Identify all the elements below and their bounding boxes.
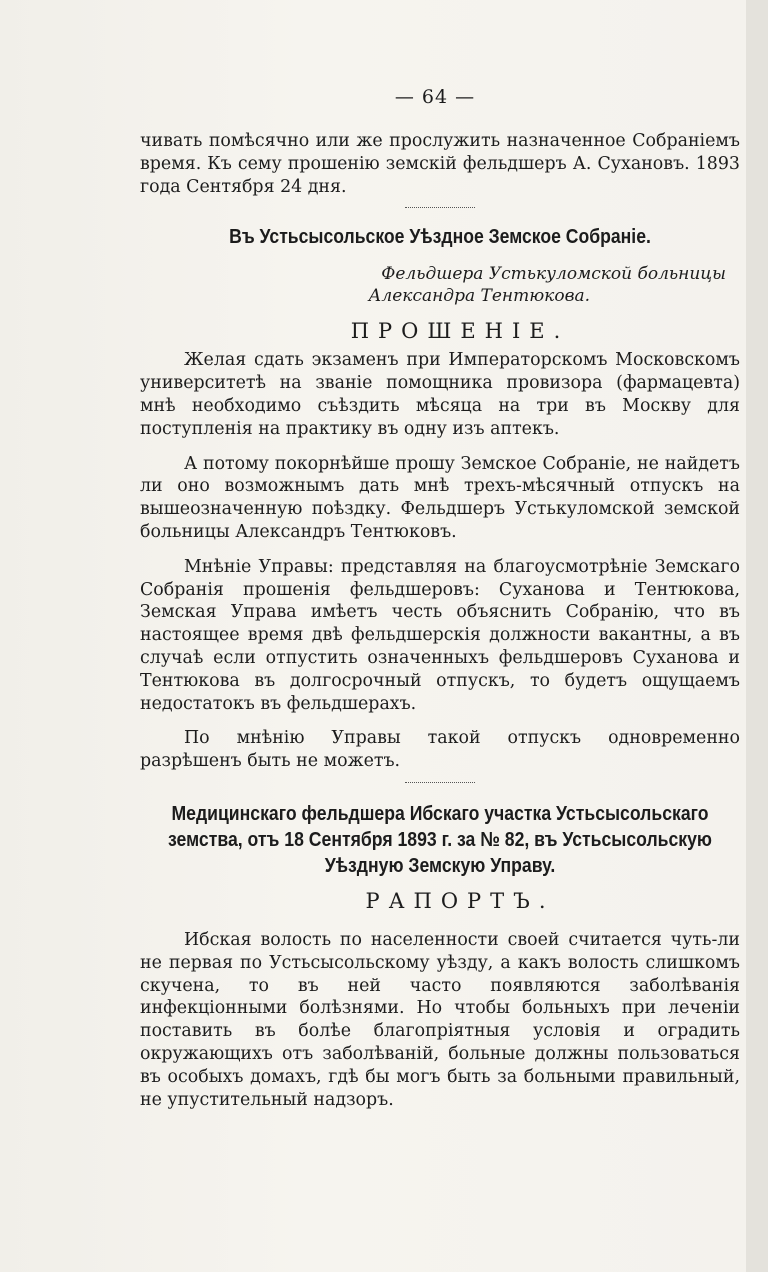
petition-paragraph-2: А потому покорнѣйше прошу Земское Собраніе, не найдетъ ли оно возможнымъ дать мнѣ трехъ-мѣсячный отпускъ на вышеозначенную поѣздку. Фельдшеръ Устькуломской земской больницы Александръ Тентюковъ. [140,453,740,542]
opinion-paragraph-2: По мнѣнію Управы такой отпускъ одновременно разрѣшенъ быть не можетъ. [140,728,740,772]
author-line: Фельдшера Устькуломской больницы [381,264,726,285]
author-name: Александра Тентюкова. [368,286,590,307]
paragraph-continuation: чивать помѣсячно или же прослужить назначенное Собраніемъ время. Къ сему прошенію земскій фельдшеръ А. Сухановъ. 1893 года Сентября 24 дня. [140,131,740,197]
document-title: ПРОШЕНІЕ. [350,319,570,344]
petition-paragraph-1: Желая сдать экзаменъ при Императорскомъ Московскомъ университетѣ на званіе помощника провизора (фармацевта) мнѣ необходимо съѣздить мѣсяца на три въ Москву для поступленія на практику въ одну изъ аптекъ. [140,350,740,439]
section-divider-2 [405,777,475,783]
opinion-paragraph-1: Мнѣніе Управы: представляя на благоусмотрѣніе Земскаго Собранія прошенія фельдшеровъ: Суханова и Тентюкова, Земская Управа имѣетъ честь объяснить Собранію, что въ настоящее время двѣ фельдшерскія должности вакантны, а въ случаѣ если отпустить означенныхъ фельдшеровъ Суханова и Тентюкова въ долгосрочный отпускъ, то будетъ ощущаемъ недостатокъ въ фельдшерахъ. [140,556,740,714]
text-column [140,86,740,1111]
report-title: РАПОРТЪ. [365,888,555,913]
page-edge [746,0,768,1272]
section-divider [405,202,475,208]
section-heading: Въ Устьсысольское Уѣздное Земское Собраніе. [229,226,651,249]
page-number: — 64 — [394,86,476,108]
report-paragraph: Ибская волость по населенности своей считается чуть-ли не первая по Устьсысольскому уѣзду, а какъ волость слишкомъ скучена, то въ ней часто появляются заболѣванія инфекціонными болѣзнями. Но чтобы больныхъ при леченіи поставить въ болѣе благопріятныя условія и оградить окружающихъ отъ заболѣваній, больные должны пользоваться въ особыхъ домахъ, гдѣ бы могъ быть за больными правильный, не упустительный надзоръ. [140,929,740,1110]
report-heading: Медицинскаго фельдшера Ибскаго участка Устьсысольскаго земства, отъ 18 Сентября 1893 г. за № 82, въ Устьсысольскую Уѣздную Земскую Управу. [167,801,713,877]
